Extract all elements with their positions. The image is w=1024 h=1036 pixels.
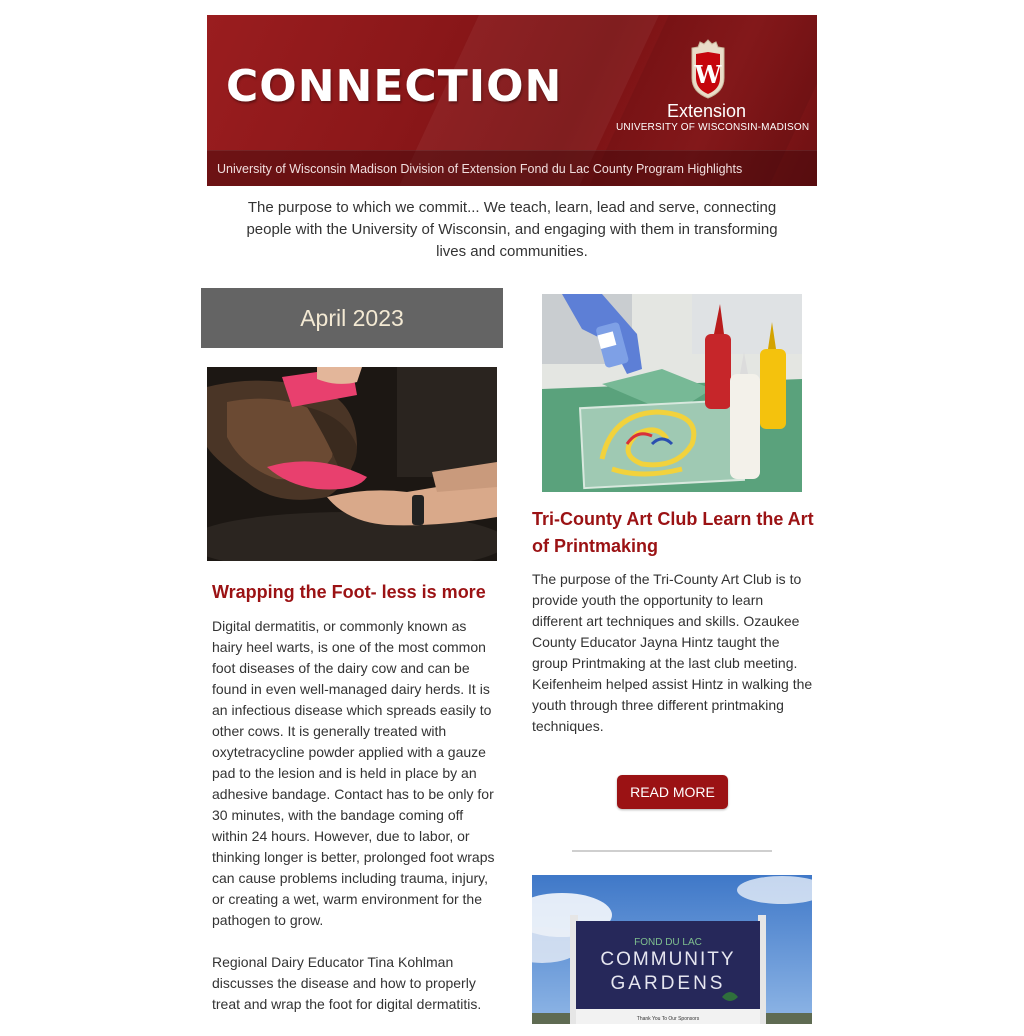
hoof-wrap-photo bbox=[207, 367, 497, 561]
issue-date: April 2023 bbox=[300, 305, 404, 331]
sign-line-2: COMMUNITY bbox=[600, 949, 736, 970]
article-body-art: The purpose of the Tri-County Art Club is to provide youth the opportunity to learn different art techniques and skills. Ozaukee County Educator Jayna Hintz taught the group Printmaking at the last club meeting. Keifenheim helped assist Hintz in walking the youth through three different printmaking techniques. bbox=[532, 571, 813, 734]
article-paragraph: Regional Dairy Educator Tina Kohlman discusses the disease and how to properly treat and wrap the foot for digital dermatitis. bbox=[212, 954, 482, 1012]
crest-letter: W bbox=[694, 60, 722, 89]
article-title-art: Tri-County Art Club Learn the Art of Printmaking bbox=[532, 509, 814, 556]
extension-label: Extension bbox=[667, 101, 747, 121]
article-body-hoof bbox=[212, 616, 496, 1036]
sign-footer: Thank You To Our Sponsors bbox=[636, 1016, 700, 1022]
issue-date-box bbox=[201, 288, 503, 348]
article-paragraph: Digital dermatitis, or commonly known as hairy heel warts, is one of the most common foot diseases of the dairy cow and can be found in even well-managed dairy herds. It is an infectious disease which spreads easily to other cows. It is generally treated with oxytetracycline powder applied with a gauze pad to the lesion and is held in place by an adhesive bandage. Contact has to be only for 30 minutes, with the bandage coming off within 24 hours. However, due to labor, or thinking longer is better, prolonged foot wraps can cause problems including trauma, injury, or creating a wet, warm environment for the pathogen to grow. bbox=[212, 618, 495, 928]
article-title-hoof: Wrapping the Foot- less is more bbox=[212, 582, 486, 602]
section-divider bbox=[572, 850, 772, 852]
university-label: UNIVERSITY OF WISCONSIN-MADISON bbox=[616, 122, 810, 133]
banner-subtitle: University of Wisconsin Madison Division of Extension Fond du Lac County Program Highlights bbox=[217, 162, 743, 176]
newsletter-banner bbox=[207, 15, 817, 186]
mission-statement: The purpose to which we commit... We teach, learn, lead and serve, connecting people with the University of Wisconsin, and engaging with them in transforming lives and communities. bbox=[246, 199, 778, 260]
printmaking-photo bbox=[542, 294, 802, 492]
community-gardens-photo bbox=[532, 875, 812, 1024]
newsletter-title: CONNECTION bbox=[226, 61, 563, 112]
read-more-button[interactable]: READ MORE bbox=[617, 775, 728, 809]
uw-crest-icon bbox=[688, 38, 728, 100]
sign-line-1: FOND DU LAC bbox=[634, 937, 702, 948]
banner-subtitle-strip bbox=[207, 150, 817, 186]
sign-line-3: GARDENS bbox=[610, 973, 726, 994]
